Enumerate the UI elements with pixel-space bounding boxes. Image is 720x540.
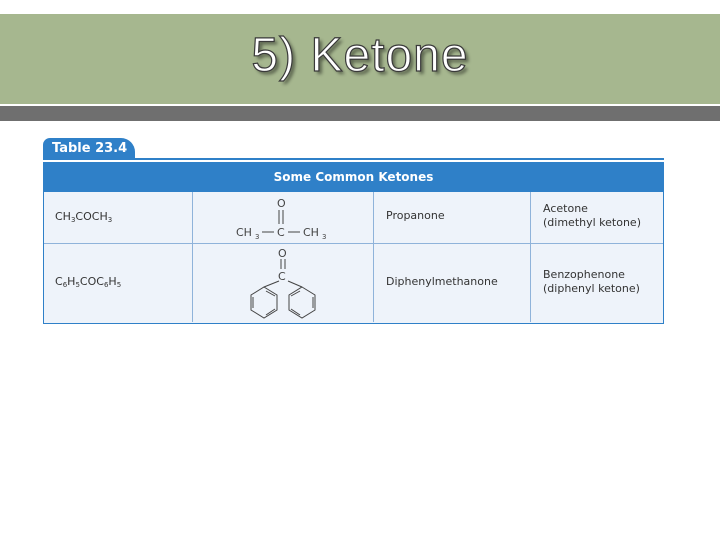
table-row-1-common-alt: (dimethyl ketone) <box>543 216 641 229</box>
methyl-left-subscript: 3 <box>255 233 260 241</box>
table-row-2-common-name: Benzophenone <box>543 268 625 281</box>
column-divider <box>373 192 374 322</box>
oxygen-label: O <box>277 197 286 210</box>
table-row-1-common-name: Acetone <box>543 202 588 215</box>
column-divider <box>192 192 193 322</box>
benzophenone-structure <box>222 245 342 323</box>
row-divider <box>44 243 663 244</box>
table-row-2-common-alt: (diphenyl ketone) <box>543 282 640 295</box>
carbonyl-carbon-label: C <box>278 270 286 283</box>
oxygen-label: O <box>278 247 287 260</box>
table-row-2-formula: $C_6H_5COC_6H_5$ <box>55 275 122 289</box>
table-row-1-iupac-name: Propanone <box>386 209 445 222</box>
column-divider <box>530 192 531 322</box>
carbonyl-carbon-label: C <box>277 226 285 239</box>
methyl-right-label: CH <box>303 226 319 239</box>
table-header: Some Common Ketones <box>43 162 664 192</box>
title-accent-bar <box>0 104 720 121</box>
table-tab-rule <box>43 158 664 160</box>
slide-title: 5) Ketone <box>251 29 469 82</box>
acetone-structure <box>228 194 338 242</box>
table-row-1-formula: $CH_3COCH_3$ <box>55 210 113 224</box>
table-row-2-iupac-name: Diphenylmethanone <box>386 275 498 288</box>
methyl-left-label: CH <box>236 226 252 239</box>
methyl-right-subscript: 3 <box>322 233 327 241</box>
table-tab-label: Table 23.4 <box>43 138 135 160</box>
